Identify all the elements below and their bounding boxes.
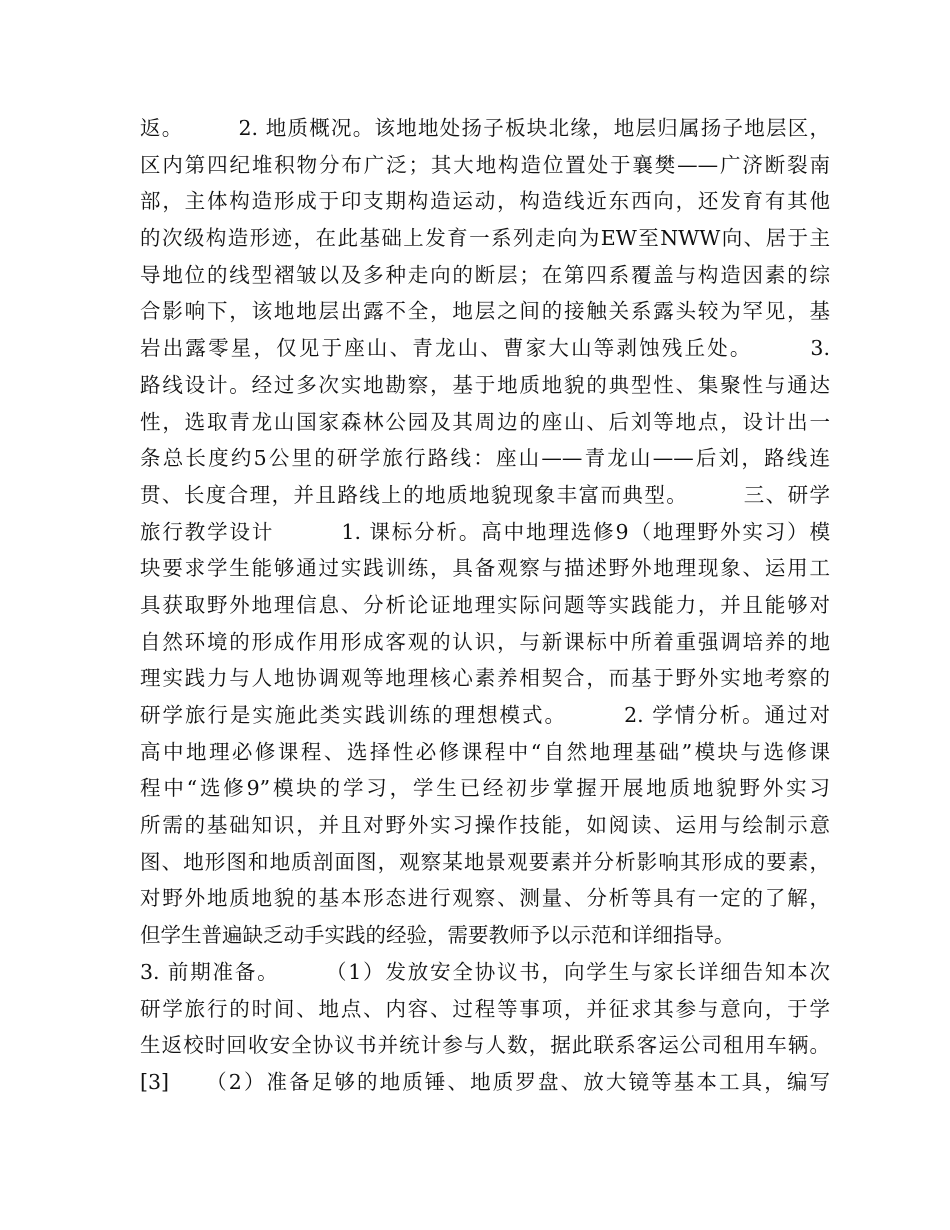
text-line: 对野外地质地貌的基本形态进行观察、测量、分析等具有一定的了解， [140,886,830,911]
body-text [140,110,830,1101]
text-line: 研学旅行是实施此类实践训练的理想模式。 2. 学情分析。通过对 [140,703,830,727]
text-line: 贯、长度合理，并且路线上的地质地貌现象丰富而典型。 三、研学 [140,482,830,507]
text-line: 导地位的线型褶皱以及多种走向的断层；在第四系覆盖与构造因素的综 [140,262,830,287]
text-line: 条总长度约5公里的研学旅行路线：座山——青龙山——后刘，路线连 [140,446,830,471]
text-line: 图、地形图和地质剖面图，观察某地景观要素并分析影响其形成的要素， [140,849,830,874]
text-line: 研学旅行的时间、地点、内容、过程等事项，并征求其参与意向，于学 [140,996,830,1021]
text-line: 所需的基础知识，并且对野外实习操作技能，如阅读、运用与绘制示意 [140,813,830,838]
text-line: 合影响下，该地地层出露不全，地层之间的接触关系露头较为罕见，基 [140,299,830,324]
text-line: 具获取野外地理信息、分析论证地理实际问题等实践能力，并且能够对 [140,592,830,617]
text-line: 自然环境的形成作用形成客观的认识，与新课标中所着重强调培养的地 [140,629,830,654]
text-line: 部，主体构造形成于印支期构造运动，构造线近东西向，还发育有其他 [140,189,830,214]
text-line: 性，选取青龙山国家森林公园及其周边的座山、后刘等地点，设计出一 [140,409,830,434]
text-line: 的次级构造形迹，在此基础上发育一系列走向为EW至NWW向、居于主 [140,226,830,251]
text-line: 程中“选修9”模块的学习，学生已经初步掌握开展地质地貌野外实习 [140,776,830,801]
text-line: 生返校时回收安全协议书并统计参与人数，据此联系客运公司租用车辆。 [140,1033,830,1058]
text-line: 高中地理必修课程、选择性必修课程中“自然地理基础”模块与选修课 [140,739,830,764]
text-line: 3. 前期准备。 （1）发放安全协议书，向学生与家长详细告知本次 [140,959,830,984]
text-line: 岩出露零星，仅见于座山、青龙山、曹家大山等剥蚀残丘处。 3. [140,336,830,361]
text-line: 理实践力与人地协调观等地理核心素养相契合，而基于野外实地考察的 [140,666,830,691]
text-line: 区内第四纪堆积物分布广泛；其大地构造位置处于襄樊——广济断裂南 [140,152,830,177]
text-line: [3] （2）准备足够的地质锤、地质罗盘、放大镜等基本工具，编写 [140,1069,830,1094]
text-line: 但学生普遍缺乏动手实践的经验，需要教师予以示范和详细指导。 [140,923,735,948]
text-line: 路线设计。经过多次实地勘察，基于地质地貌的典型性、集聚性与通达 [140,372,830,397]
text-line: 返。 2. 地质概况。该地地处扬子板块北缘，地层归属扬子地层区， [140,116,830,140]
text-line: 旅行教学设计 1. 课标分析。高中地理选修9（地理野外实习）模 [140,519,830,544]
text-line: 块要求学生能够通过实践训练，具备观察与描述野外地理现象、运用工 [140,556,830,581]
